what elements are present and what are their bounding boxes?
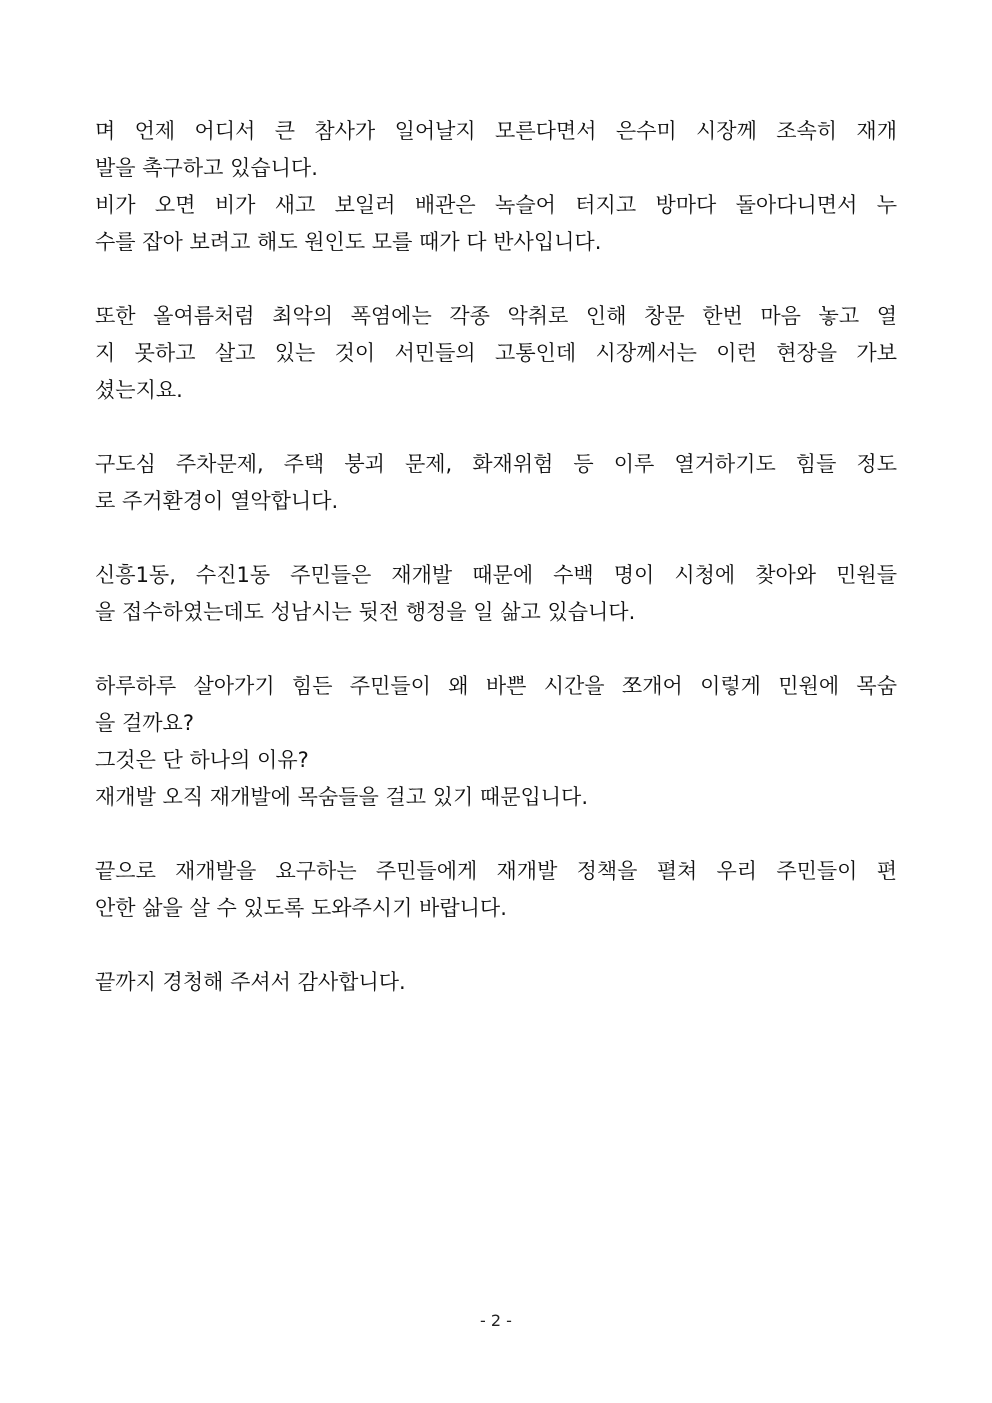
text-line: 발을 촉구하고 있습니다. [95, 156, 318, 180]
text-line: 구도심 주차문제, 주택 붕괴 문제, 화재위험 등 이루 열거하기도 힘들 정도 [95, 452, 897, 476]
text-line: 하루하루 살아가기 힘든 주민들이 왜 바쁜 시간을 쪼개어 이렇게 민원에 목숨 [95, 674, 897, 698]
paragraph [95, 298, 897, 409]
text-line: 수를 잡아 보려고 해도 원인도 모를 때가 다 반사입니다. [95, 230, 602, 254]
text-line: 지 못하고 살고 있는 것이 서민들의 고통인데 시장께서는 이런 현장을 가보 [95, 341, 897, 365]
paragraph [95, 446, 897, 520]
text-line: 안한 삶을 살 수 있도록 도와주시기 바랍니다. [95, 896, 507, 920]
text-line: 셨는지요. [95, 378, 183, 402]
paragraph [95, 853, 897, 927]
text-line: 신흥1동, 수진1동 주민들은 재개발 때문에 수백 명이 시청에 찾아와 민원들 [95, 563, 897, 587]
text-line: 끝까지 경청해 주셔서 감사합니다. [95, 970, 406, 994]
text-line: 재개발 오직 재개발에 목숨들을 걸고 있기 때문입니다. [95, 785, 589, 809]
text-line: 을 걸까요? [95, 711, 194, 735]
text-line: 그것은 단 하나의 이유? [95, 748, 309, 772]
paragraph [95, 113, 897, 261]
text-line: 을 접수하였는데도 성남시는 뒷전 행정을 일 삶고 있습니다. [95, 600, 636, 624]
text-line: 끝으로 재개발을 요구하는 주민들에게 재개발 정책을 펼쳐 우리 주민들이 편 [95, 859, 897, 883]
document-body [95, 113, 897, 1038]
page-number: - 2 - [480, 1311, 512, 1330]
text-line: 비가 오면 비가 새고 보일러 배관은 녹슬어 터지고 방마다 돌아다니면서 누 [95, 193, 897, 217]
paragraph [95, 964, 897, 1001]
paragraph [95, 557, 897, 631]
text-line: 로 주거환경이 열악합니다. [95, 489, 339, 513]
text-line: 또한 올여름처럼 최악의 폭염에는 각종 악취로 인해 창문 한번 마음 놓고 열 [95, 304, 897, 328]
text-line: 며 언제 어디서 큰 참사가 일어날지 모른다면서 은수미 시장께 조속히 재개 [95, 119, 897, 143]
paragraph [95, 668, 897, 816]
